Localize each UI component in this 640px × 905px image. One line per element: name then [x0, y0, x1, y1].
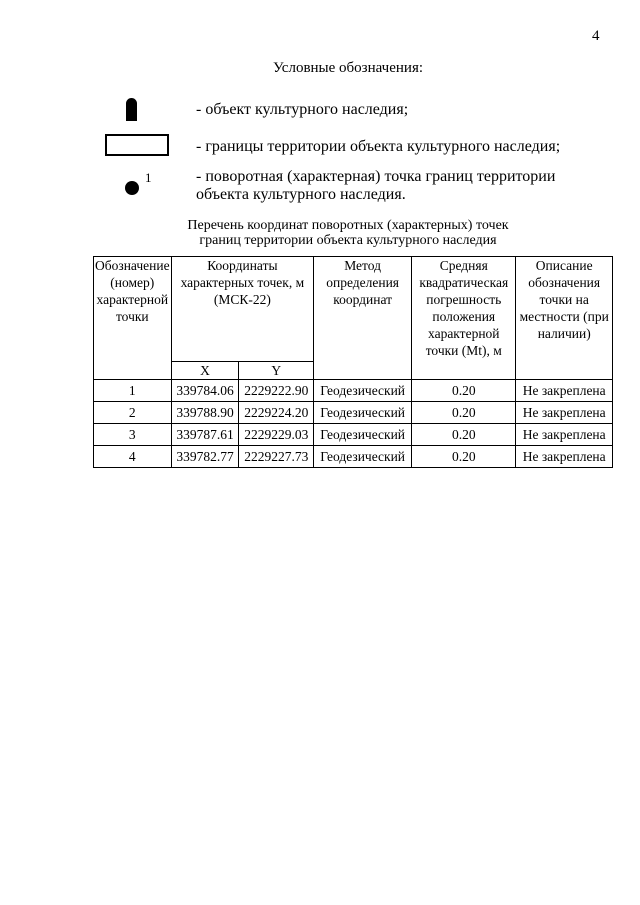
cell-method: Геодезический	[314, 402, 412, 424]
cell-description: Не закреплена	[516, 424, 613, 446]
cell-method: Геодезический	[314, 446, 412, 468]
caption-line-2: границ территории объекта культурного наследия	[199, 233, 497, 248]
cell-x: 339784.06	[171, 380, 239, 402]
boundary-rectangle-icon	[105, 134, 169, 156]
cell-y: 2229224.20	[239, 402, 314, 424]
header-method: Метод определения координат	[314, 257, 412, 380]
table-row	[94, 402, 613, 424]
table-row	[94, 446, 613, 468]
turning-point-icon	[125, 181, 139, 195]
caption-line-1: Перечень координат поворотных (характерных) точек	[187, 218, 509, 233]
cell-method: Геодезический	[314, 380, 412, 402]
cell-error: 0.20	[412, 446, 516, 468]
cell-description: Не закреплена	[516, 402, 613, 424]
cell-y: 2229222.90	[239, 380, 314, 402]
cell-y: 2229227.73	[239, 446, 314, 468]
cell-error: 0.20	[412, 424, 516, 446]
header-x: X	[171, 362, 239, 380]
turning-point-label: 1	[145, 170, 152, 185]
cell-point: 4	[94, 446, 172, 468]
page-number: 4	[592, 28, 600, 44]
legend-title: Условные обозначения:	[272, 60, 424, 76]
header-coordinates: Координаты характерных точек, м (МСК-22)	[171, 257, 314, 362]
cell-description: Не закреплена	[516, 446, 613, 468]
cell-point: 3	[94, 424, 172, 446]
legend-item-turning-point: - поворотная (характерная) точка границ территории объекта культурного наследия.	[196, 168, 556, 203]
cell-x: 339788.90	[171, 402, 239, 424]
table-caption	[28, 218, 640, 248]
cell-point: 2	[94, 402, 172, 424]
header-error: Средняя квадратическая погрешность положения характерной точки (Mt), м	[412, 257, 516, 380]
cell-x: 339787.61	[171, 424, 239, 446]
legend-item-heritage-object: - объект культурного наследия;	[196, 101, 409, 118]
cell-point: 1	[94, 380, 172, 402]
coordinates-table	[93, 256, 613, 468]
header-y: Y	[239, 362, 314, 380]
table-row	[94, 380, 613, 402]
cell-error: 0.20	[412, 380, 516, 402]
legend-item-boundary: - границы территории объекта культурного наследия;	[196, 138, 561, 155]
cell-error: 0.20	[412, 402, 516, 424]
header-description: Описание обозначения точки на местности (при наличии)	[516, 257, 613, 380]
table-row	[94, 424, 613, 446]
cell-description: Не закреплена	[516, 380, 613, 402]
cell-method: Геодезический	[314, 424, 412, 446]
cell-x: 339782.77	[171, 446, 239, 468]
header-point: Обозначение (номер) характерной точки	[94, 257, 172, 380]
heritage-object-icon	[126, 98, 137, 121]
cell-y: 2229229.03	[239, 424, 314, 446]
